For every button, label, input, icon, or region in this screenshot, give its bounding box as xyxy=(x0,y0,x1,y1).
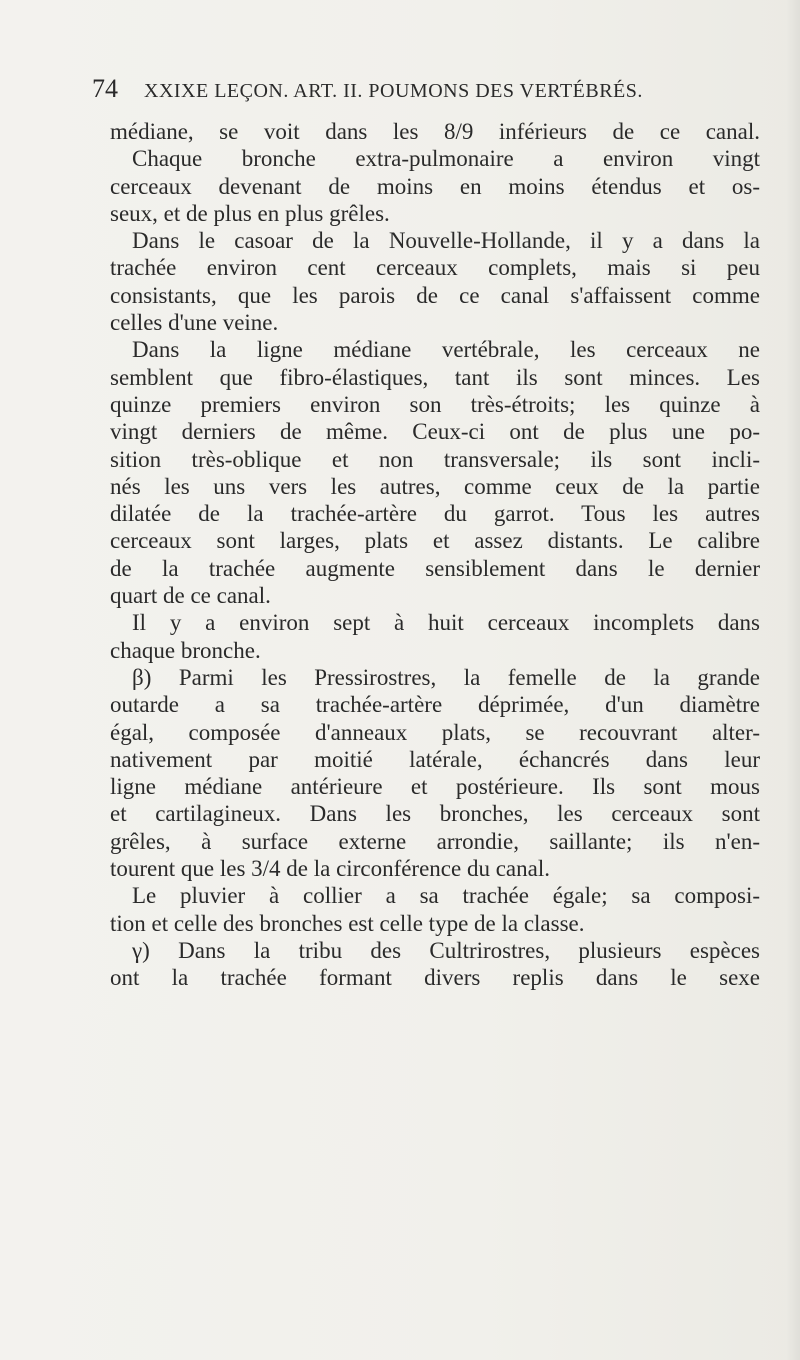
text-line: tion et celle des bronches est celle type de la classe. xyxy=(110,910,585,936)
page-header xyxy=(92,74,732,110)
text-line: chaque bronche. xyxy=(110,637,261,663)
text-line: Le pluvier à collier a sa trachée égale; sa composi- xyxy=(132,883,760,909)
text-line: grêles, à surface externe arrondie, saillante; ils n'en- xyxy=(110,828,760,854)
text-line: cerceaux devenant de moins en moins étendus et os- xyxy=(110,173,760,199)
text-line: sition très-oblique et non transversale; ils sont incli- xyxy=(110,446,760,472)
text-line: quinze premiers environ son très-étroits; les quinze à xyxy=(110,391,760,417)
text-line: de la trachée augmente sensiblement dans le dernier xyxy=(110,555,760,581)
text-line: semblent que fibro-élastiques, tant ils sont minces. Les xyxy=(110,364,760,390)
text-line: nativement par moitié latérale, échancrés dans leur xyxy=(110,746,760,772)
page-number: 74 xyxy=(92,74,118,103)
text-line: Chaque bronche extra-pulmonaire a environ vingt xyxy=(132,146,760,172)
text-line: seux, et de plus en plus grêles. xyxy=(110,200,390,226)
text-line: Dans le casoar de la Nouvelle-Hollande, il y a dans la xyxy=(132,228,760,254)
text-line: et cartilagineux. Dans les bronches, les cerceaux sont xyxy=(110,801,760,827)
text-line: ont la trachée formant divers replis dans le sexe xyxy=(110,965,760,991)
text-line: γ) Dans la tribu des Cultrirostres, plusieurs espèces xyxy=(132,937,760,963)
text-line: Dans la ligne médiane vertébrale, les cerceaux ne xyxy=(132,337,760,363)
page-edge-shadow xyxy=(786,0,800,1360)
body-text xyxy=(110,118,760,992)
text-line: vingt derniers de même. Ceux-ci ont de plus une po- xyxy=(110,419,760,445)
text-line: quart de ce canal. xyxy=(110,583,271,609)
text-line: dilatée de la trachée-artère du garrot. Tous les autres xyxy=(110,501,760,527)
text-line: β) Parmi les Pressirostres, la femelle de la grande xyxy=(132,664,760,690)
running-head: XXIXE LEÇON. ART. II. POUMONS DES VERTÉBRÉS. xyxy=(144,80,643,102)
text-line: médiane, se voit dans les 8/9 inférieurs de ce canal. xyxy=(110,119,760,144)
text-line: celles d'une veine. xyxy=(110,310,279,336)
text-line: tourent que les 3/4 de la circonférence du canal. xyxy=(110,856,550,882)
text-line: outarde a sa trachée-artère déprimée, d'un diamètre xyxy=(110,692,760,718)
text-line: nés les uns vers les autres, comme ceux de la partie xyxy=(110,473,760,499)
text-line: Il y a environ sept à huit cerceaux incomplets dans xyxy=(132,610,760,636)
text-line: ligne médiane antérieure et postérieure. Ils sont mous xyxy=(110,774,760,800)
text-line: consistants, que les parois de ce canal s'affaissent comme xyxy=(110,282,760,308)
text-line: cerceaux sont larges, plats et assez distants. Le calibre xyxy=(110,528,760,554)
text-line: trachée environ cent cerceaux complets, mais si peu xyxy=(110,255,760,281)
text-line: égal, composée d'anneaux plats, se recouvrant alter- xyxy=(110,719,760,745)
